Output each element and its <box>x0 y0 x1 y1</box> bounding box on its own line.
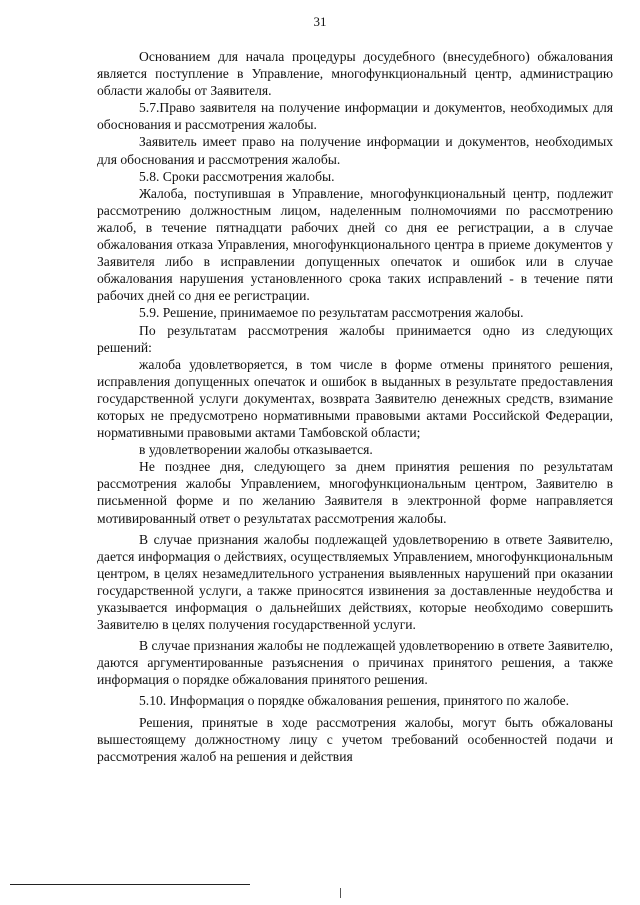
paragraph: Заявитель имеет право на получение информации и документов, необходимых для обоснования и рассмотрения жалобы. <box>97 134 613 167</box>
paragraph: В случае признания жалобы не подлежащей удовлетворению в ответе Заявителю, даются аргументированные разъяснения о причинах принятого решения, а также информация о порядке обжалования принятого решения. <box>97 638 613 688</box>
section-heading-5-8: 5.8. Сроки рассмотрения жалобы. <box>139 168 335 184</box>
scan-mark <box>340 888 349 898</box>
paragraph: По результатам рассмотрения жалобы принимается одно из следующих решений: <box>97 322 613 355</box>
paragraph: В случае признания жалобы подлежащей удовлетворению в ответе Заявителю, дается информация о действиях, осуществляемых Управлением, многофункциональным центром, в целях незамедлительного устранения выявленных нарушений при оказании государственной услуги, а также приносятся извинения за доставленные неудобства и указывается информация о дальнейших действиях, которые необходимо совершить Заявителю в целях получения государственной услуги. <box>97 531 613 633</box>
section-heading-5-10: 5.10. Информация о порядке обжалования решения, принятого по жалобе. <box>139 693 570 709</box>
paragraph: Основанием для начала процедуры досудебного (внесудебного) обжалования является поступление в Управление, многофункциональный центр, администрацию области жалобы от Заявителя. <box>97 49 613 99</box>
paragraph: 5.7.Право заявителя на получение информации и документов, необходимых для обоснования и рассмотрения жалобы. <box>97 100 613 133</box>
footnote-divider <box>10 884 250 885</box>
body-text <box>97 48 613 765</box>
paragraph: Жалоба, поступившая в Управление, многофункциональный центр, подлежит рассмотрению должностным лицом, наделенным полномочиями по рассмотрению жалоб, в течение пятнадцати рабочих дней со дня ее регистрации, а в случае обжалования отказа Управления, многофункционального центра в приеме документов у Заявителя либо в исправлении допущенных опечаток и ошибок или в случае обжалования нарушения установленного срока таких исправлений - в течение пяти рабочих дней со дня ее регистрации. <box>97 185 613 304</box>
page-number: 31 <box>313 14 327 29</box>
paragraph: Решения, принятые в ходе рассмотрения жалобы, могут быть обжалованы вышестоящему должностному лицу с учетом требований особенностей подачи и рассмотрения жалоб на решения и действия <box>97 714 613 764</box>
paragraph: Не позднее дня, следующего за днем принятия решения по результатам рассмотрения жалобы Управлением, многофункциональным центром, Заявителю в письменной форме и по желанию Заявителя в электронной форме направляется мотивированный ответ о результатах рассмотрения жалобы. <box>97 459 613 526</box>
list-item: в удовлетворении жалобы отказывается. <box>139 442 373 458</box>
list-item: жалоба удовлетворяется, в том числе в форме отмены принятого решения, исправления допущенных опечаток и ошибок в выданных в результате предоставления государственной услуги документах, возврата Заявителю денежных средств, взимание которых не предусмотрено нормативными правовыми актами Российской Федерации, нормативными правовыми актами Тамбовской области; <box>97 356 613 441</box>
section-heading-5-9: 5.9. Решение, принимаемое по результатам рассмотрения жалобы. <box>139 305 524 321</box>
